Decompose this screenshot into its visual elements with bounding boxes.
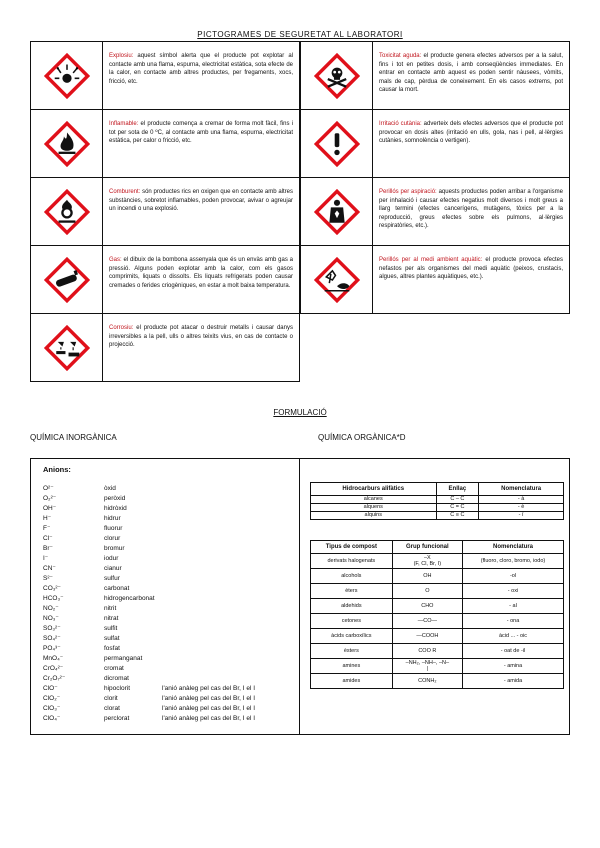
pictogram-text: aquests productes poden arribar a l'organisme per inhalació i causar efectes negatius molt diversos i molt greus a llarg termini (efectes cancerígens, mutàgens, tòxics per a la reproducció, greus efectes sobre els pulmons, al·lèrgies respiratòries, etc.). [379,189,564,229]
pictogram-description [109,324,293,350]
pictogram-text: el producte comença a cremar de forma molt fàcil, fins i tot per sota de 0 ºC, al contacte amb una flama, espurna, electricitat estàtica, per calor o fricció, etc. [109,121,293,144]
pictogram-icon-cell [301,246,373,313]
table-header: Hidrocarburs alifàtics [311,483,437,496]
pictogram-text: el dibuix de la bombona assenyala que és un envàs amb gas a pressió. Alguns poden explotar amb la calor, com els gasos comprimits, liquats o dissolts. Els liquats refrigerats poden causar cremades o ferides criogèniques, en estar a molt baixa temperatura. [109,257,293,289]
pictogram-text: el producte pot atacar o destruir metalls i causar danys irreversibles a la pell, ulls o altres teixits vius, en cas de contacte o projecció. [109,325,293,348]
table-cell: CHO [392,599,462,614]
inorganic-box [30,458,300,735]
table-cell: cetones [311,614,393,629]
anion-name: fluorur [104,525,123,532]
table-cell: aldehids [311,599,393,614]
anion-formula: O₂²⁻ [43,495,57,502]
pictogram-description [379,188,563,231]
health-hazard-icon [314,189,360,235]
anion-note: l'anió anàleg pel cas del Br, I el I [162,695,256,702]
table-row [311,584,564,599]
table-cell: —COOH [392,629,462,644]
pictogram-text: adverteix dels efectes adversos que el producte pot provocar en dosis altes (irritació en ulls, gola, nas i pell, al·lèrgies cutànies, somnolència o vertigen). [379,121,564,144]
table-row [311,659,564,674]
pictogram-icon-cell [31,110,103,177]
pictogram-description [109,256,293,290]
anion-name: hipoclorit [104,685,131,692]
organic-title: QUÍMICA ORGÀNICA*D [318,433,406,442]
anion-formula: NO₃⁻ [43,615,59,622]
pictogram-row [30,245,300,314]
anions-title: Anions: [43,465,71,474]
pictogram-heading: Gas: [109,257,122,263]
exclamation-icon [314,121,360,167]
table-cell: - oat de -il [463,644,564,659]
anion-name: hidrogencarbonat [104,595,155,602]
table-cell: alquens [311,504,437,512]
anion-note: l'anió anàleg pel cas del Br, I el I [162,705,256,712]
anion-formula: SO₄²⁻ [43,635,61,642]
table-cell: –X (F, Cl, Br, I) [392,554,462,569]
table-cell: O [392,584,462,599]
anion-name: peròxid [104,495,126,502]
table-cell: àcid ... - oic [463,629,564,644]
anion-name: sulfit [104,625,118,632]
table-cell: - à [479,496,564,504]
table-cell: (fluoro, cloro, bromo, iodo) [463,554,564,569]
table-cell: àcids carboxílics [311,629,393,644]
table-row [311,629,564,644]
anion-name: permanganat [104,655,143,662]
pictogram-heading: Toxicitat aguda: [379,53,422,59]
table-cell: alquins [311,512,437,520]
gas-cylinder-icon [44,257,90,303]
pictogram-row [300,109,570,178]
formulacio-title: FORMULACIÓ [273,408,327,417]
anion-name: dicromat [104,675,129,682]
pictogram-text: són productes rics en oxigen que en contacte amb altres substàncies, sobretot inflamables, poden provocar, avivar o agreujar un incendi o una explosió. [109,189,293,212]
table-cell: derivats halogenats [311,554,393,569]
table-cell: - amina [463,659,564,674]
table-cell: - amida [463,674,564,689]
table-header: Nomenclatura [479,483,564,496]
table-row [311,554,564,569]
table-cell: - al [463,599,564,614]
pictogram-heading: Perillós per al medi ambient aquàtic: [379,257,483,263]
table-cell: èsters [311,644,393,659]
table-row [311,614,564,629]
pictogram-row [30,41,300,110]
pictogram-row [30,313,300,382]
anion-name: carbonat [104,585,130,592]
pictogram-description [379,120,563,146]
anion-formula: ClO₃⁻ [43,705,61,712]
anion-name: nitrat [104,615,119,622]
anion-name: clorat [104,705,120,712]
table-cell: alcohols [311,569,393,584]
anion-formula: S²⁻ [43,575,53,582]
pictogram-heading: Irritació cutània: [379,121,422,127]
anion-name: nitrit [104,605,117,612]
pictograms-right-column [300,41,570,315]
table-header: Nomenclatura [463,541,564,554]
pictogram-icon-cell [31,178,103,245]
anion-name: cromat [104,665,124,672]
anion-name: cianur [104,565,122,572]
anion-formula: Cr₂O₇²⁻ [43,675,66,682]
pictogram-text: el producte genera efectes adversos per a la salut, fins i tot en petites dosis, i amb conseqüències immediates. En entrar en contacte amb aquest es poden sentir nàusees, vòmits, mals de cap, pèrdua de coneixement. En els casos extrems, pot causar la mort. [379,53,563,93]
anion-formula: HCO₃⁻ [43,595,64,602]
anion-name: sulfur [104,575,120,582]
anion-formula: Cl⁻ [43,535,53,542]
pictogram-icon-cell [31,246,103,313]
functional-groups-table [310,540,564,689]
anion-formula: SO₃²⁻ [43,625,61,632]
anion-formula: F⁻ [43,525,51,532]
table-cell: —CO— [392,614,462,629]
table-cell: -ol [463,569,564,584]
table-cell: alcanes [311,496,437,504]
anion-formula: O²⁻ [43,485,54,492]
anion-name: bromur [104,545,125,552]
table-cell: C ≡ C [436,512,479,520]
pictogram-heading: Perillós per aspiració: [379,189,437,195]
flame-icon [44,121,90,167]
anion-name: clorit [104,695,118,702]
environment-icon [314,257,360,303]
table-cell: amides [311,674,393,689]
anion-formula: CrO₄²⁻ [43,665,64,672]
anion-name: iodur [104,555,119,562]
pictogram-text: el producte provoca efectes nefastos per als organismes del medi aquàtic (peixos, crustacis, algues, altres plantes aquàtiques, etc.). [379,257,563,280]
table-cell: OH [392,569,462,584]
table-cell: C – C [436,496,479,504]
table-cell: COO R [392,644,462,659]
anion-formula: H⁻ [43,515,52,522]
inorganic-title: QUÍMICA INORGÀNICA [30,433,117,442]
table-cell: C = C [436,504,479,512]
pictogram-icon-cell [301,178,373,245]
table-cell: èters [311,584,393,599]
table-row [311,674,564,689]
pictogram-heading: Inflamable: [109,121,139,127]
table-header: Grup funcional [392,541,462,554]
pictogram-icon-cell [31,314,103,381]
anion-name: hidròxid [104,505,127,512]
anion-name: perclorat [104,715,130,722]
anion-name: hidrur [104,515,121,522]
table-cell: –NH₂, –NH–, –N– | [392,659,462,674]
explosive-icon [44,53,90,99]
pictogram-icon-cell [301,42,373,109]
anion-name: fosfat [104,645,120,652]
anion-note: l'anió anàleg pel cas del Br, I el I [162,715,256,722]
skull-icon [314,53,360,99]
anion-formula: PO₄³⁻ [43,645,61,652]
pictogram-text: aquest símbol alerta que el producte pot explotar al contacte amb una flama, espurna, electricitat estàtica, sota efecte de la calor, en contacte amb altres productes, per fregaments, xocs, fricció, etc. [109,53,293,85]
anion-formula: Br⁻ [43,545,53,552]
table-row [311,504,564,512]
anion-formula: I⁻ [43,555,49,562]
pictogram-row [30,177,300,246]
pictogram-row [300,245,570,314]
anion-formula: ClO₂⁻ [43,695,61,702]
table-row [311,569,564,584]
table-cell: amines [311,659,393,674]
pictogram-row [300,177,570,246]
pictograms-left-column [30,41,300,383]
table-cell: CONH₂ [392,674,462,689]
table-row [311,496,564,504]
pictogram-description [109,120,293,146]
pictogram-heading: Corrosiu: [109,325,134,331]
anion-name: sulfat [104,635,120,642]
table-row [311,644,564,659]
table-cell: - è [479,504,564,512]
pictogram-heading: Comburent: [109,189,141,195]
corrosive-icon [44,325,90,371]
table-cell: - í [479,512,564,520]
pictogram-icon-cell [31,42,103,109]
hydrocarbons-table [310,482,564,520]
pictogram-row [300,41,570,110]
anion-formula: NO₂⁻ [43,605,59,612]
anion-formula: OH⁻ [43,505,57,512]
anion-formula: ClO₄⁻ [43,715,61,722]
table-row [311,512,564,520]
anion-formula: CO₃²⁻ [43,585,61,592]
table-header: Enllaç [436,483,479,496]
table-header: Tipus de compost [311,541,393,554]
pictogram-description [379,52,563,95]
pictogram-description [109,52,293,86]
page-title: PICTOGRAMES DE SEGURETAT AL LABORATORI [197,30,403,39]
pictogram-icon-cell [301,110,373,177]
pictogram-row [30,109,300,178]
table-cell: - oxi [463,584,564,599]
pictogram-heading: Explosiu: [109,53,134,59]
pictogram-description [379,256,563,282]
anion-name: clorur [104,535,121,542]
anion-formula: ClO⁻ [43,685,58,692]
anion-note: l'anió anàleg pel cas del Br, I el I [162,685,256,692]
pictogram-description [109,188,293,214]
anion-formula: MnO₄⁻ [43,655,64,662]
anion-formula: CN⁻ [43,565,56,572]
table-row [311,599,564,614]
table-cell: - ona [463,614,564,629]
anion-name: òxid [104,485,116,492]
oxidizer-icon [44,189,90,235]
